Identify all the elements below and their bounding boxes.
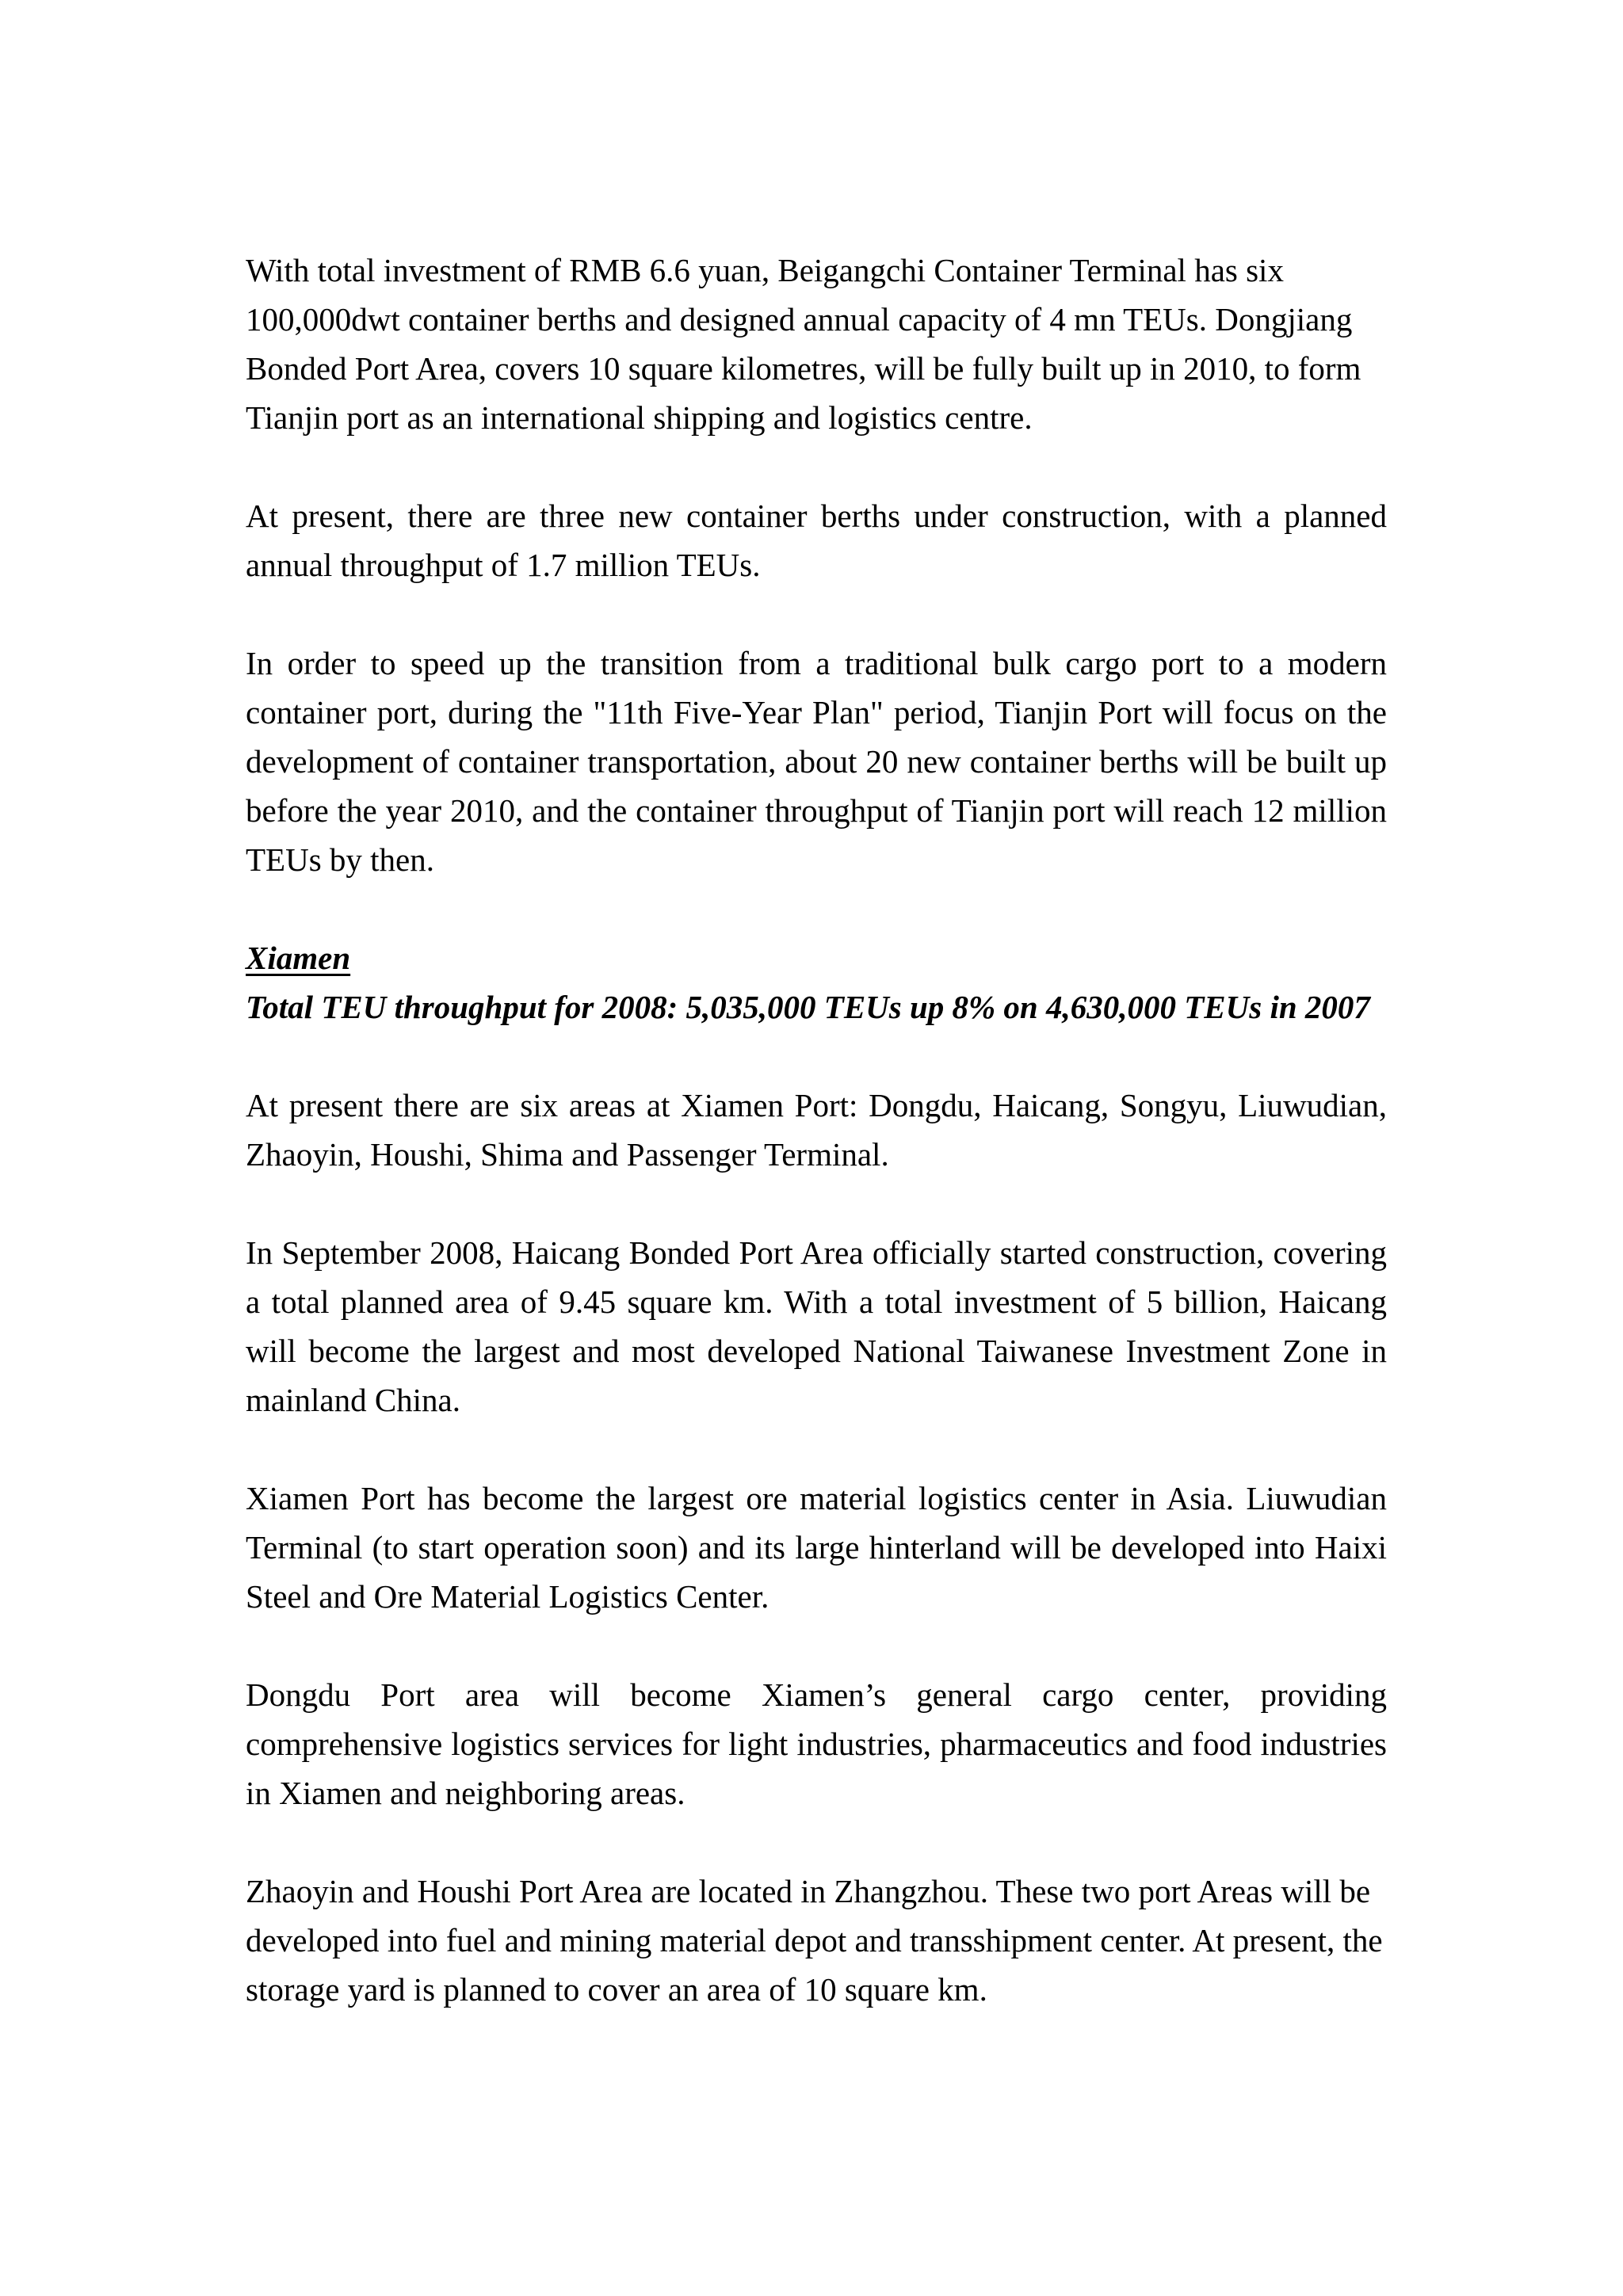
- tianjin-investment-paragraph: With total investment of RMB 6.6 yuan, Beigangchi Container Terminal has six 100,000dwt container berths and designed annual capacity of 4 mn TEUs. Dongjiang Bonded Port Area, covers 10 square kilometres, will be fully built up in 2010, to form Tianjin port as an international shipping and logistics centre.: [246, 252, 1361, 436]
- tianjin-berths-paragraph: At present, there are three new container berths under construction, with a planned annual throughput of 1.7 million TEUs.: [246, 498, 1387, 583]
- xiamen-ore-logistics-paragraph: Xiamen Port has become the largest ore material logistics center in Asia. Liuwudian Terminal (to start operation soon) and its large hinterland will be developed into Haixi Steel and Ore Material Logistics Center.: [246, 1480, 1387, 1615]
- xiamen-throughput-subheading: Total TEU throughput for 2008: 5,035,000 TEUs up 8% on 4,630,000 TEUs in 2007: [246, 989, 1370, 1025]
- document-page: [246, 246, 1387, 2063]
- xiamen-areas-paragraph: At present there are six areas at Xiamen Port: Dongdu, Haicang, Songyu, Liuwudian, Zhaoyin, Houshi, Shima and Passenger Terminal.: [246, 1087, 1387, 1173]
- xiamen-zhaoyin-houshi-paragraph: Zhaoyin and Houshi Port Area are located in Zhangzhou. These two port Areas will be developed into fuel and mining material depot and transshipment center. At present, the storage yard is planned to cover an area of 10 square km.: [246, 1873, 1383, 2008]
- xiamen-dongdu-paragraph: Dongdu Port area will become Xiamen’s general cargo center, providing comprehensive logistics services for light industries, pharmaceutics and food industries in Xiamen and neighboring areas.: [246, 1676, 1387, 1811]
- tianjin-plan-paragraph: In order to speed up the transition from a traditional bulk cargo port to a modern container port, during the "11th Five-Year Plan" period, Tianjin Port will focus on the development of container transportation, about 20 new container berths will be built up before the year 2010, and the container throughput of Tianjin port will reach 12 million TEUs by then.: [246, 645, 1387, 878]
- xiamen-haicang-paragraph: In September 2008, Haicang Bonded Port Area officially started construction, covering a total planned area of 9.45 square km. With a total investment of 5 billion, Haicang will become the largest and most developed National Taiwanese Investment Zone in mainland China.: [246, 1234, 1387, 1418]
- xiamen-heading: Xiamen: [246, 940, 351, 976]
